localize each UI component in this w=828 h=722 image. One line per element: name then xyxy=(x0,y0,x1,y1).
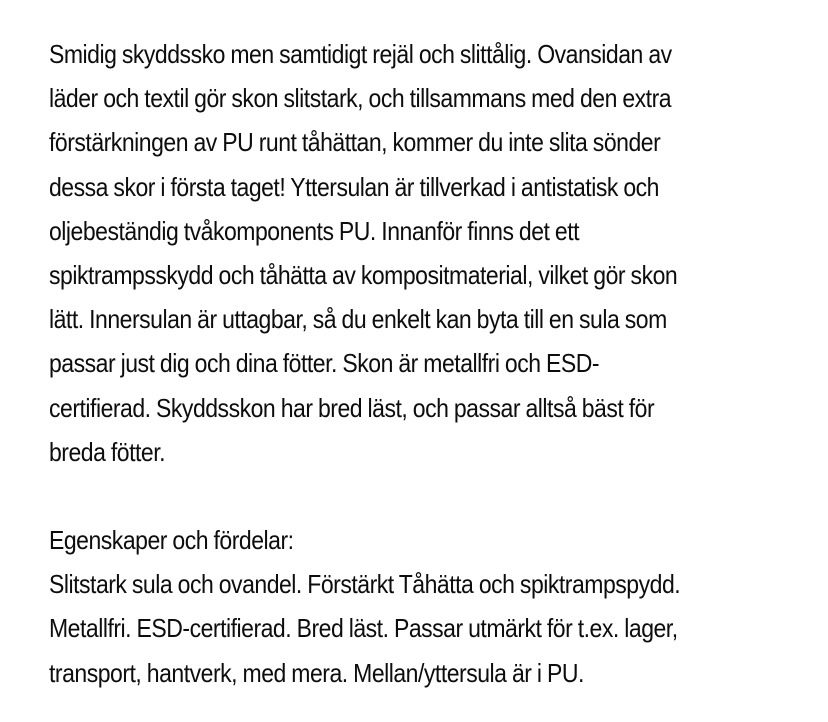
paragraph-spacer xyxy=(49,474,730,518)
features-line: Metallfri. ESD-certifierad. Bred läst. Passar utmärkt för t.ex. lager, xyxy=(49,613,678,644)
description-line: läder och textil gör skon slitstark, och tillsammans med den extra xyxy=(49,83,672,114)
description-line: förstärkningen av PU runt tåhättan, kommer du inte slita sönder xyxy=(49,127,661,158)
features-line: transport, hantverk, med mera. Mellan/yttersula är i PU. xyxy=(49,657,584,688)
description-line: dessa skor i första taget! Yttersulan är tillverkad i antistatisk och xyxy=(49,171,659,202)
product-description-text xyxy=(49,32,730,695)
description-line: oljebeständig tvåkomponents PU. Innanför finns det ett xyxy=(49,215,580,246)
description-paragraph xyxy=(49,32,730,474)
description-line: Smidig skyddssko men samtidigt rejäl och slittålig. Ovansidan av xyxy=(49,39,672,69)
description-line: passar just dig och dina fötter. Skon är metallfri och ESD- xyxy=(49,348,600,379)
features-heading: Egenskaper och fördelar: xyxy=(49,525,294,556)
description-line: certifierad. Skyddsskon har bred läst, och passar alltså bäst för xyxy=(49,392,655,423)
features-section xyxy=(49,518,730,695)
description-line: breda fötter. xyxy=(49,436,166,467)
description-line: lätt. Innersulan är uttagbar, så du enkelt kan byta till en sula som xyxy=(49,304,667,335)
features-line: Slitstark sula och ovandel. Förstärkt Tåhätta och spiktrampspydd. xyxy=(49,569,681,600)
description-line: spiktrampsskydd och tåhätta av kompositmaterial, vilket gör skon xyxy=(49,259,678,290)
